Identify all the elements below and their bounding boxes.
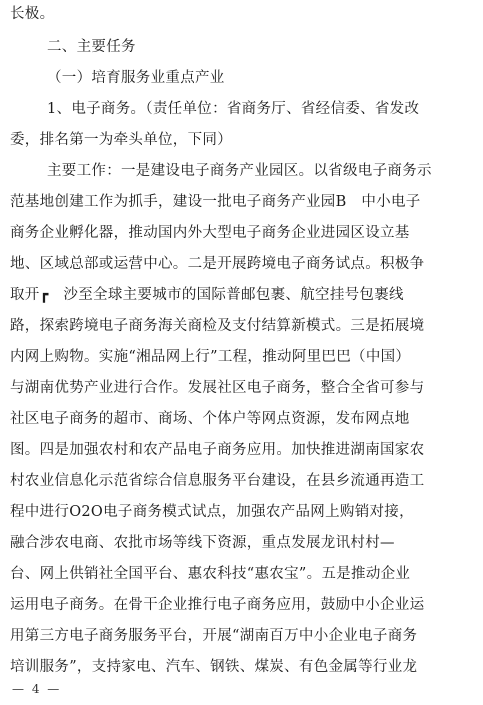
text-line: 委，排名第一为牵头单位，下同） [10, 132, 232, 148]
section-heading: 二、主要任务 [47, 39, 136, 55]
text-line: 运用电子商务。在骨干企业推行电子商务应用，鼓励中小企业运 [10, 597, 425, 613]
text-line: 图。四是加强农村和农产品电子商务应用。加快推进湖南国家农 [10, 442, 425, 458]
text-line: 村农业信息化示范省综合信息服务平台建设，在县乡流通再造工 [10, 473, 425, 489]
text-line: 社区电子商务的超市、商场、个体户等网点资源，发布网点地 [10, 411, 410, 427]
text-line: 主要工作：一是建设电子商务产业园区。以省级电子商务示 [47, 163, 432, 179]
item-heading: 1、电子商务。（责任单位：省商务厅、省经信委、省发改 [47, 101, 420, 117]
text-line: 取开┏ 沙至全球主要城市的国际普邮包裹、航空挂号包裹线 [10, 287, 404, 303]
text-line: 培训服务”，支持家电、汽车、钢铁、煤炭、有色金属等行业龙 [10, 659, 418, 675]
subsection-heading: （一）培育服务业重点产业 [47, 70, 225, 86]
text-line: 路，探索跨境电子商务海关商检及支付结算新模式。三是拓展境 [10, 318, 425, 334]
text-line: 范基地创建工作为抓手，建设一批电子商务产业园B 中小电子 [10, 194, 421, 210]
text-line: 台、网上供销社全国平台、惠农科技“惠农宝”。五是推动企业 [10, 566, 411, 582]
text-line: 与湖南优势产业进行合作。发展社区电子商务，整合全省可参与 [10, 380, 425, 396]
text-line: 长极。 [10, 6, 55, 22]
text-line: 内网上购物。实施“湘品网上行”工程，推动阿里巴巴（中国） [10, 349, 411, 365]
text-line: 用第三方电子商务服务平台，开展“湖南百万中小企业电子商务 [10, 628, 418, 644]
text-line: 程中进行O2O电子商务模式试点，加强农产品网上购销对接， [10, 504, 414, 520]
text-line: 融合涉农电商、农批市场等线下资源，重点发展龙讯村村— [10, 535, 395, 551]
text-line: 地、区域总部或运营中心。二是开展跨境电子商务试点。积极争 [10, 256, 425, 272]
page-number: — 4 — [12, 682, 62, 696]
text-line: 商务企业孵化器，推动国内外大型电子商务企业进园区设立基 [10, 225, 410, 241]
